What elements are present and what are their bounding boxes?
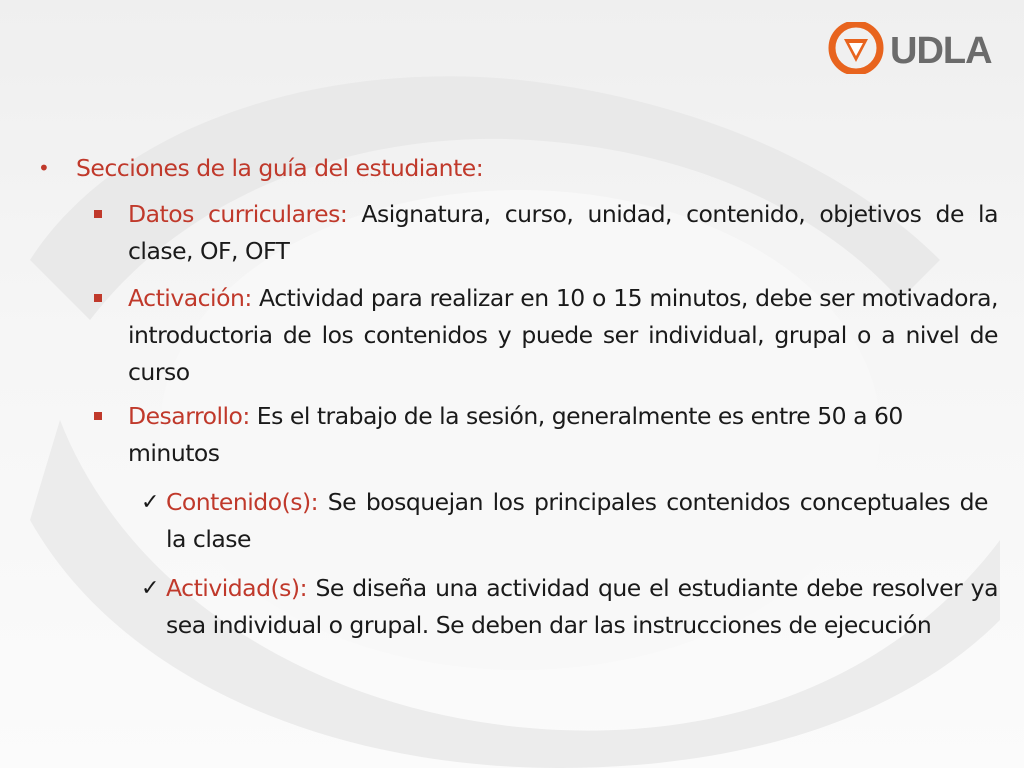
list-item-activacion xyxy=(128,280,998,391)
sub-item-contenidos xyxy=(141,484,988,558)
subitem-text: Se bosquejan los principales contenidos conceptuales de la clase xyxy=(166,488,988,553)
subitem-label: Contenido(s): xyxy=(166,488,319,516)
item-label: Datos curriculares: xyxy=(128,200,348,228)
list-item-datos-curriculares xyxy=(128,196,998,270)
udla-logo-text: UDLA xyxy=(890,30,992,72)
checkmark-bullet-icon: ✓ xyxy=(141,490,160,515)
subitem-label: Actividad(s): xyxy=(166,574,307,602)
square-bullet-icon xyxy=(94,412,102,420)
list-item-desarrollo xyxy=(128,398,988,472)
sub-item-actividades xyxy=(141,570,998,644)
item-label: Desarrollo: xyxy=(128,402,250,430)
heading-text: Secciones de la guía del estudiante: xyxy=(76,154,484,182)
round-bullet-icon: • xyxy=(38,156,50,180)
square-bullet-icon xyxy=(94,210,102,218)
square-bullet-icon xyxy=(94,294,102,302)
subitem-text: Se diseña una actividad que el estudiante debe resolver ya sea individual o grupal. Se deben dar las instrucciones de ejecución xyxy=(166,574,998,639)
udla-logo xyxy=(826,22,992,74)
item-text: Asignatura, curso, unidad, contenido, objetivos de la clase, OF, OFT xyxy=(128,200,998,265)
item-text: Es el trabajo de la sesión, generalmente es entre 50 a 60 minutos xyxy=(128,402,903,467)
item-label: Activación: xyxy=(128,284,252,312)
checkmark-bullet-icon: ✓ xyxy=(141,576,160,601)
item-text: Actividad para realizar en 10 o 15 minutos, debe ser motivadora, introductoria de los contenidos y puede ser individual, grupal o a nivel de curso xyxy=(128,284,998,386)
udla-logo-mark-icon xyxy=(826,22,992,74)
main-bullet-heading xyxy=(38,150,976,187)
